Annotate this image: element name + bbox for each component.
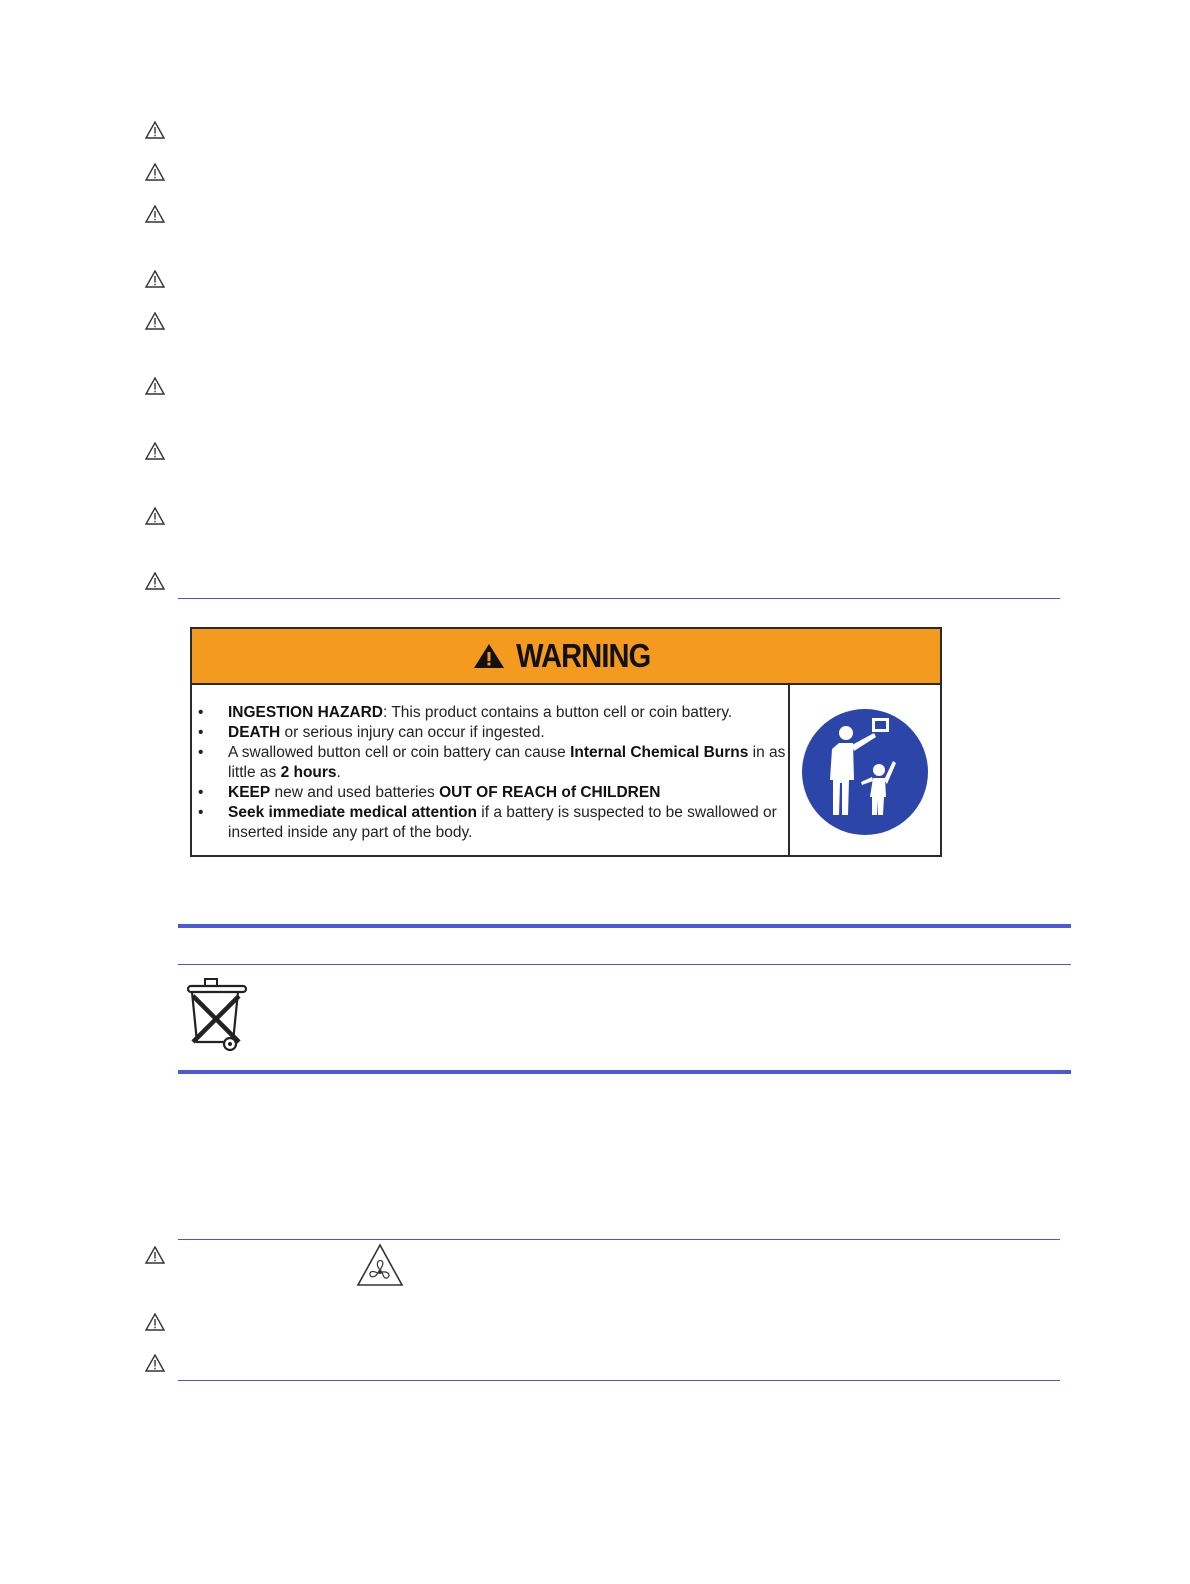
table-bottom-rule (178, 1070, 1071, 1074)
warning-bullet: • A swallowed button cell or coin battery can cause Internal Chemical Burns in as little as 2 hours. (198, 744, 786, 781)
warning-icon (145, 1313, 165, 1331)
warning-bullet: • DEATH or serious injury can occur if ingested. (198, 724, 545, 741)
table-header-rule (178, 964, 1071, 965)
warning-label-header (192, 629, 940, 685)
section-divider (178, 1239, 1060, 1240)
warning-icon (145, 312, 165, 330)
section-divider (178, 598, 1060, 599)
fan-hazard-icon (356, 1243, 404, 1287)
warning-bullet: • INGESTION HAZARD: This product contains a button cell or coin battery. (198, 704, 733, 721)
warning-icon (145, 121, 165, 139)
warning-triangle-icon (473, 643, 505, 669)
section-divider (178, 1380, 1060, 1381)
keep-out-of-reach-of-children-icon (790, 685, 940, 855)
table-top-rule (178, 924, 1071, 928)
warning-label-pictogram-panel (790, 685, 940, 855)
warning-icon (145, 442, 165, 460)
warning-icon (145, 163, 165, 181)
warning-icon (145, 1246, 165, 1264)
warning-bullet: • KEEP new and used batteries OUT OF REACH of CHILDREN (198, 784, 661, 801)
battery-warning-label (190, 627, 942, 857)
warning-bullet-list (198, 703, 788, 843)
warning-label-title: WARNING (515, 637, 651, 674)
warning-icon (145, 377, 165, 395)
warning-icon (145, 1354, 165, 1372)
warning-bullet: • Seek immediate medical attention if a battery is suspected to be swallowed or inserted inside any part of the body. (198, 804, 777, 841)
warning-icon (145, 205, 165, 223)
warning-icon (145, 572, 165, 590)
warning-label-text-panel (192, 685, 790, 855)
warning-icon (145, 507, 165, 525)
warning-icon (145, 270, 165, 288)
crossed-out-wheeled-bin-icon (183, 976, 249, 1052)
